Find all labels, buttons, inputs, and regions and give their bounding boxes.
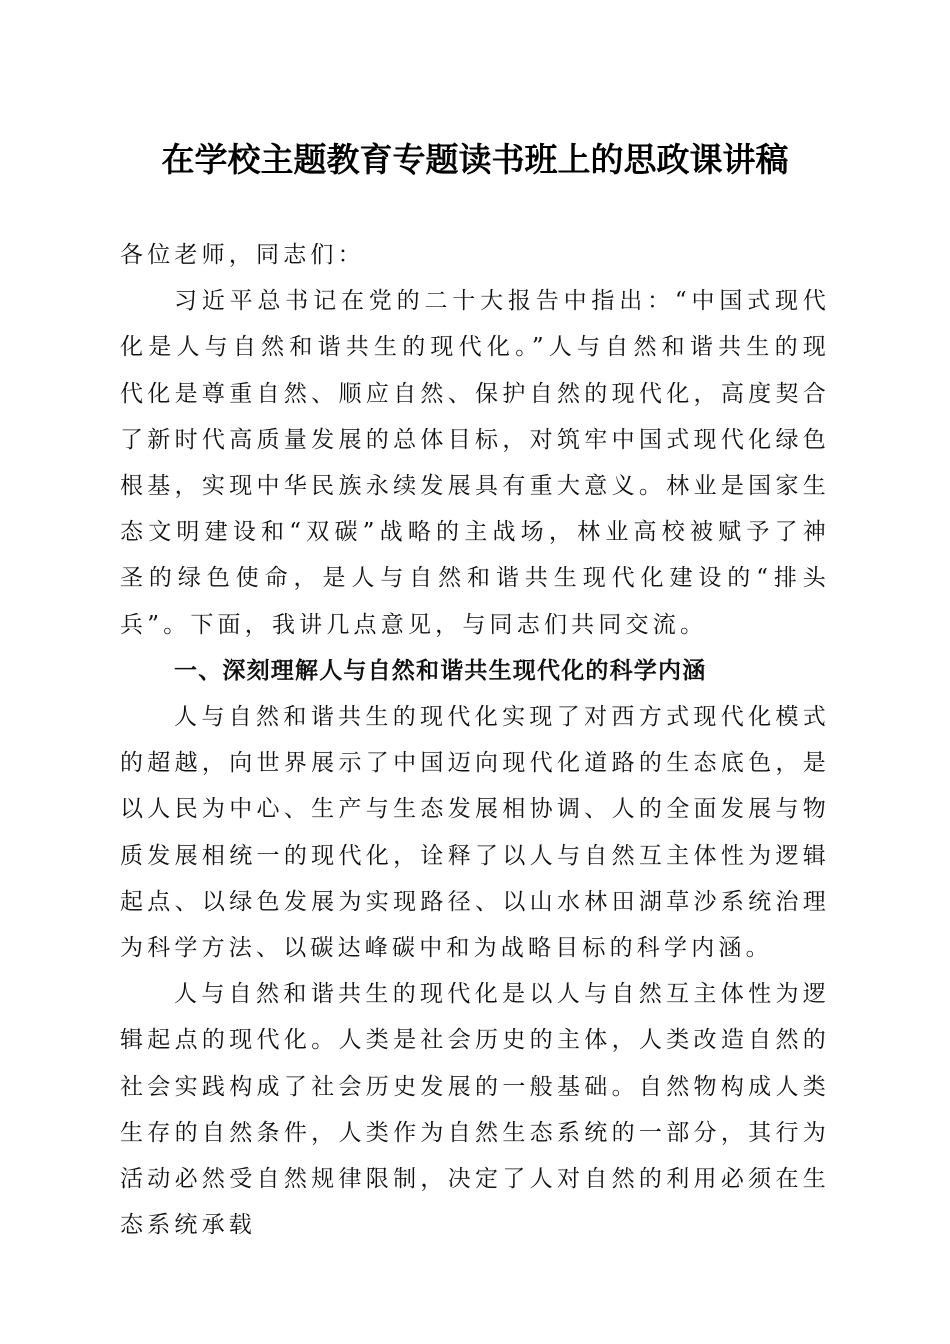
document-title: 在学校主题教育专题读书班上的思政课讲稿 bbox=[161, 140, 789, 179]
section-heading-1: 一、深刻理解人与自然和谐共生现代化的科学内涵 bbox=[174, 657, 707, 684]
document-body bbox=[120, 232, 830, 1248]
intro-paragraph: 习近平总书记在党的二十大报告中指出：“中国式现代化是人与自然和谐共生的现代化。”人与自然和谐共生的现代化是尊重自然、顺应自然、保护自然的现代化，高度契合了新时代高质量发展的总体目标，对筑牢中国式现代化绿色根基，实现中华民族永续发展具有重大意义。林业是国家生态文明建设和“双碳”战略的主战场，林业高校被赋予了神圣的绿色使命，是人与自然和谐共生现代化建设的“排头兵”。下面，我讲几点意见，与同志们共同交流。 bbox=[120, 288, 830, 638]
section-1-paragraph-1: 人与自然和谐共生的现代化实现了对西方式现代化模式的超越，向世界展示了中国迈向现代化道路的生态底色，是以人民为中心、生产与生态发展相协调、人的全面发展与物质发展相统一的现代化，诠释了以人与自然互主体性为逻辑起点、以绿色发展为实现路径、以山水林田湖草沙系统治理为科学方法、以碳达峰碳中和为战略目标的科学内涵。 bbox=[120, 704, 830, 962]
salutation: 各位老师，同志们： bbox=[120, 242, 365, 268]
section-1-paragraph-2: 人与自然和谐共生的现代化是以人与自然互主体性为逻辑起点的现代化。人类是社会历史的主体，人类改造自然的社会实践构成了社会历史发展的一般基础。自然物构成人类生存的自然条件，人类作为自然生态系统的一部分，其行为活动必然受自然规律限制，决定了人对自然的利用必须在生态系统承载 bbox=[120, 981, 830, 1239]
